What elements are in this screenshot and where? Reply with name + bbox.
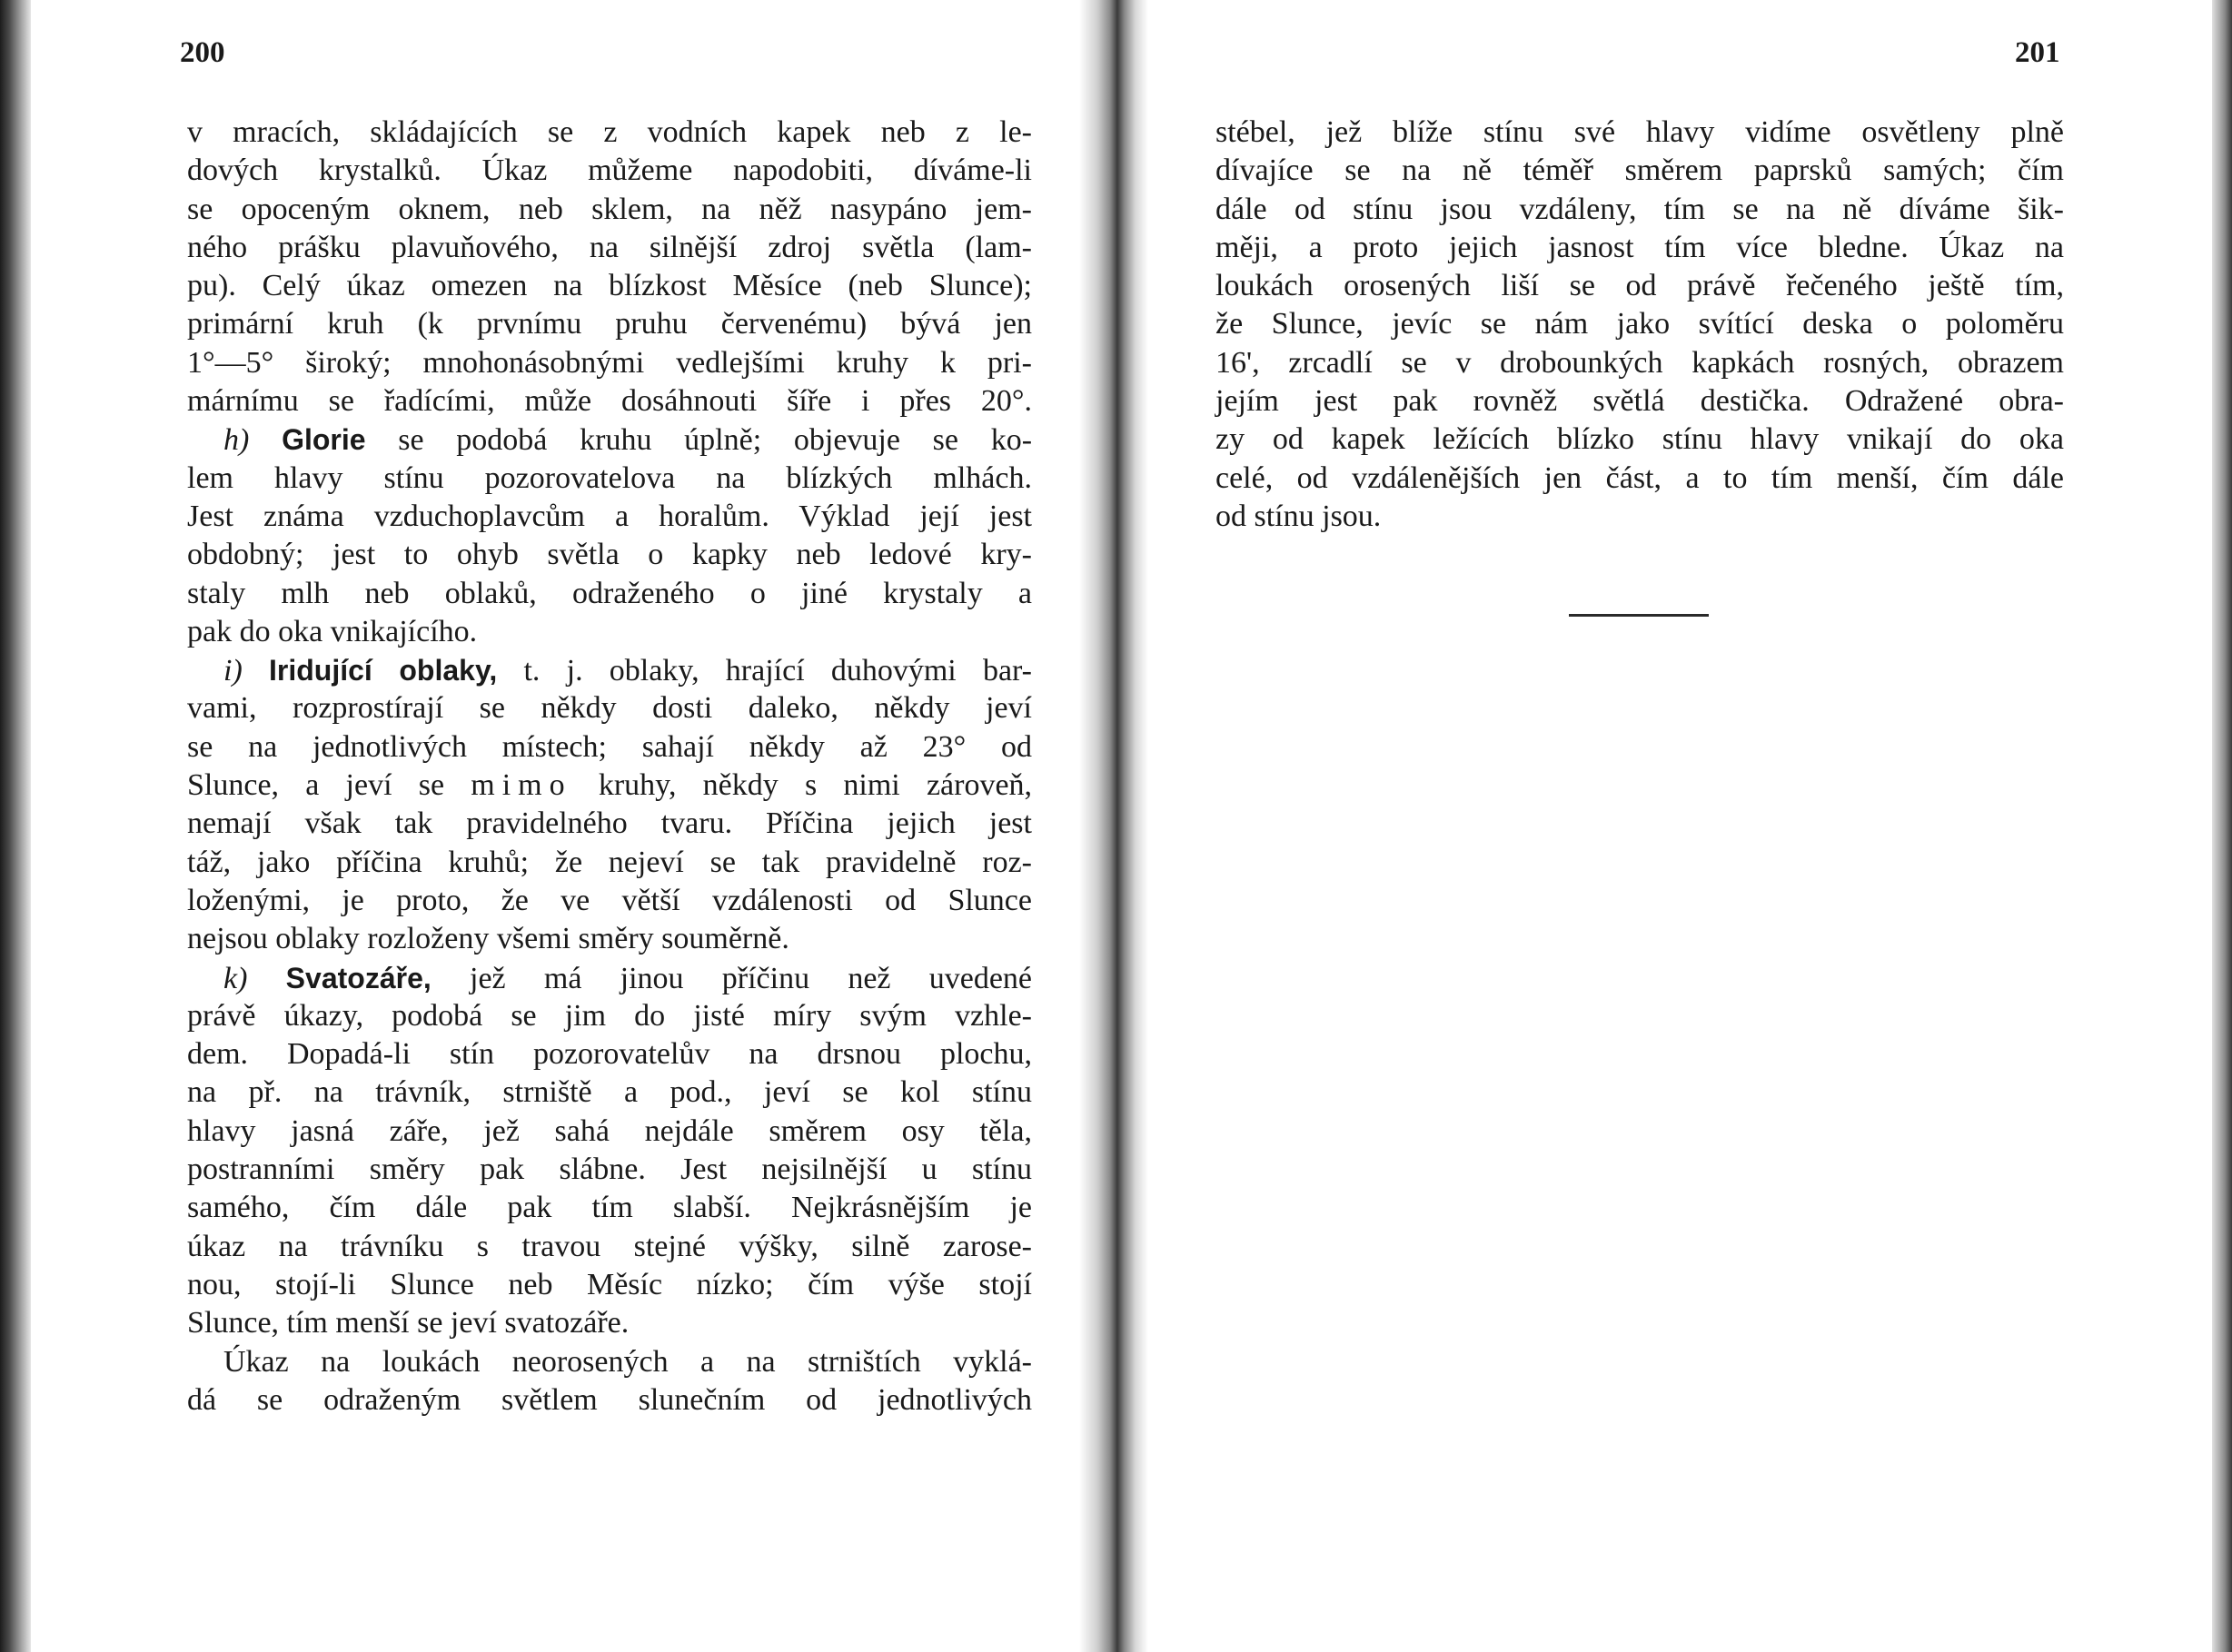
text-line: právě úkazy, podobá se jim do jisté míry svým vzhle- xyxy=(187,998,1032,1033)
section-letter: k) xyxy=(223,961,248,995)
text-line: dívajíce se na ně téměř směrem paprsků samých; čím xyxy=(1215,153,2064,188)
text-line: samého, čím dále pak tím slabší. Nejkrásnějším je xyxy=(187,1191,1032,1225)
text-line: lem hlavy stínu pozorovatelova na blízkých mlhách. xyxy=(187,460,1032,495)
section-k-heading-line xyxy=(187,959,1032,997)
text-line: dových krystalků. Úkaz můžeme napodobiti, díváme-li xyxy=(187,153,1032,188)
section-h-heading-line xyxy=(187,420,1032,459)
text-line: nemají však tak pravidelného tvaru. Příčina jejich jest xyxy=(187,806,1032,841)
section-letter: h) xyxy=(223,423,250,458)
text-line: nou, stojí-li Slunce neb Měsíc nízko; čím výše stojí xyxy=(187,1267,1032,1301)
text-line: postranními směry pak slábne. Jest nejsilnější u stínu xyxy=(187,1152,1032,1187)
section-first-line: t. j. oblaky, hrající duhovými bar- xyxy=(523,654,1032,688)
text-line: dále od stínu jsou vzdáleny, tím se na ně díváme šik- xyxy=(1215,192,2064,226)
text-line: celé, od vzdálenějších jen část, a to tím menší, čím dále xyxy=(1215,460,2064,495)
text-line-with-spaced-word xyxy=(187,767,1032,805)
text-line: zy od kapek ležících blízko stínu hlavy vnikají do oka xyxy=(1215,422,2064,457)
text-line: dá se odraženým světlem slunečním od jednotlivých xyxy=(187,1382,1032,1417)
text-line: na př. na trávník, strniště a pod., jeví se kol stínu xyxy=(187,1075,1032,1110)
text-line: primární kruh (k prvnímu pruhu červenému) bývá jen xyxy=(187,307,1032,341)
text-line: v mracích, skládajících se z vodních kapek neb z le- xyxy=(187,115,1032,149)
text-line: ného prášku plavuňového, na silnější zdroj světla (lam- xyxy=(187,230,1032,264)
section-term: Glorie xyxy=(282,423,366,457)
text-line: 1°—5° široký; mnohonásobnými vedlejšími kruhy k pri- xyxy=(187,345,1032,380)
text-line: úkaz na trávníku s travou stejné výšky, silně zarose- xyxy=(187,1229,1032,1263)
section-first-line: se podobá kruhu úplně; objevuje se ko- xyxy=(398,423,1033,458)
text-line: márnímu se řadícími, může dosáhnouti šíře i přes 20°. xyxy=(187,384,1032,419)
text-line: 16', zrcadlí se v drobounkých kapkách rosných, obrazem xyxy=(1215,345,2064,380)
left-page-text xyxy=(187,114,1032,1420)
text-line: hlavy jasná záře, jež sahá nejdále směrem osy těla, xyxy=(187,1113,1032,1148)
section-i-heading-line xyxy=(187,651,1032,689)
text-line: stébel, jež blíže stínu své hlavy vidíme osvětleny plně xyxy=(1215,115,2064,149)
text-line: že Slunce, jevíc se nám jako svítící deska o poloměru xyxy=(1215,307,2064,341)
text-line: obdobný; jest to ohyb světla o kapky neb ledové kry- xyxy=(187,538,1032,572)
text-line: jejím jest pak rovněž světlá destička. Odražené obra- xyxy=(1215,384,2064,419)
text-line: se na jednotlivých místech; sahají někdy až 23° od xyxy=(187,729,1032,764)
section-first-line: jež má jinou příčinu než uvedené xyxy=(470,961,1033,995)
text-segment: kruhy, někdy s nimi zároveň, xyxy=(598,768,1033,803)
right-page-text xyxy=(1215,114,2064,536)
left-page-number: 200 xyxy=(180,36,225,69)
text-line: od stínu jsou. xyxy=(1215,499,1382,533)
text-line: Úkaz na loukách neorosených a na strništích vyklá- xyxy=(223,1344,1032,1379)
text-line: měji, a proto jejich jasnost tím více bledne. Úkaz na xyxy=(1215,230,2064,264)
text-line: Slunce, tím menší se jeví svatozáře. xyxy=(187,1306,630,1340)
text-line: pak do oka vnikajícího. xyxy=(187,614,478,648)
text-line: loženými, je proto, že ve větší vzdálenosti od Slunce xyxy=(187,883,1032,917)
spaced-emphasis-word: mimo xyxy=(471,768,572,803)
section-end-rule xyxy=(1569,614,1709,617)
section-term: Svatozáře, xyxy=(285,961,432,994)
section-letter: i) xyxy=(223,654,243,688)
section-term: Iridující oblaky, xyxy=(268,654,498,688)
text-line: dem. Dopadá-li stín pozorovatelův na drsnou plochu, xyxy=(187,1037,1032,1072)
text-line: Jest známa vzduchoplavcům a horalům. Výklad její jest xyxy=(187,499,1032,533)
text-line: loukách orosených liší se od právě řečeného ještě tím, xyxy=(1215,269,2064,303)
text-line: staly mlh neb oblaků, odraženého o jiné krystaly a xyxy=(187,576,1032,610)
text-line: vami, rozprostírají se někdy dosti daleko, někdy jeví xyxy=(187,691,1032,726)
text-line: nejsou oblaky rozloženy všemi směry souměrně. xyxy=(187,922,789,956)
text-segment: Slunce, a jeví se xyxy=(187,768,445,803)
text-line: táž, jako příčina kruhů; že nejeví se tak pravidelně roz- xyxy=(187,845,1032,879)
right-page-number: 201 xyxy=(2015,36,2060,69)
text-line: pu). Celý úkaz omezen na blízkost Měsíce (neb Slunce); xyxy=(187,269,1032,303)
text-line: se opoceným oknem, neb sklem, na něž nasypáno jem- xyxy=(187,192,1032,226)
